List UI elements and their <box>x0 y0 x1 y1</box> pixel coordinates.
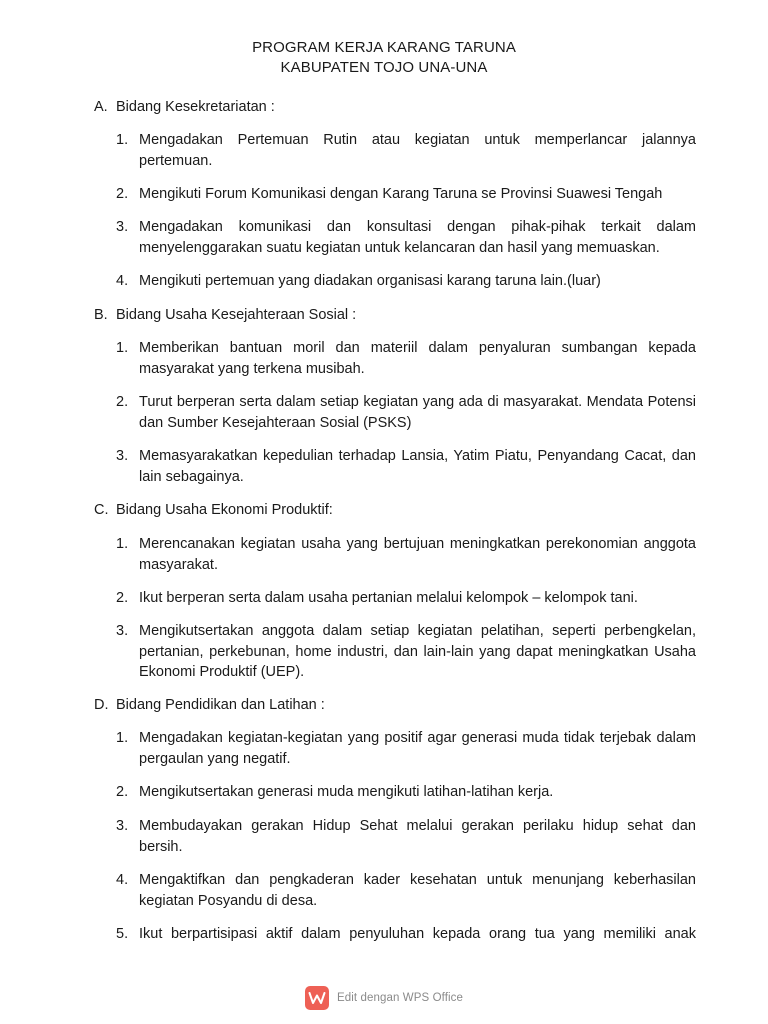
item-number: 4. <box>116 872 129 888</box>
item-number: 2. <box>116 784 129 800</box>
list-item <box>116 217 696 258</box>
wps-watermark-text[interactable]: Edit dengan WPS Office <box>337 992 463 1004</box>
item-number: 1. <box>116 536 129 552</box>
item-text: Mengadakan Pertemuan Rutin atau kegiatan untuk memperlancar jalannya pertemuan. <box>139 132 696 169</box>
item-text: Mengaktifkan dan pengkaderan kader kesehatan untuk menunjang keberhasilan kegiatan Posyandu di desa. <box>139 872 696 909</box>
section-title: Bidang Usaha Kesejahteraan Sosial : <box>116 307 357 323</box>
section-letter: C. <box>94 502 109 518</box>
item-number: 1. <box>116 730 129 746</box>
document-title-line2: KABUPATEN TOJO UNA-UNA <box>280 59 488 76</box>
item-number: 3. <box>116 818 129 834</box>
item-number: 2. <box>116 394 129 410</box>
item-text: Mengikutsertakan anggota dalam setiap kegiatan pelatihan, seperti perbengkelan, pertanian, perkebunan, home industri, dan lain-lain yang dapat meningkatkan Usaha Ekonomi Produktif (UEP). <box>139 623 696 680</box>
section-letter: B. <box>94 307 108 323</box>
item-number: 2. <box>116 186 129 202</box>
list-item <box>116 870 696 911</box>
item-text: Ikut berperan serta dalam usaha pertanian melalui kelompok – kelompok tani. <box>139 590 638 606</box>
list-item <box>116 446 696 487</box>
document-title-line1: PROGRAM KERJA KARANG TARUNA <box>252 39 516 56</box>
list-item <box>116 184 696 205</box>
list-item <box>116 924 696 945</box>
list-item <box>116 392 696 433</box>
item-text: Ikut berpartisipasi aktif dalam penyuluhan kepada orang tua yang memiliki anak <box>139 926 696 942</box>
section-letter: D. <box>94 697 109 713</box>
item-text: Mengadakan komunikasi dan konsultasi dengan pihak-pihak terkait dalam menyelenggarakan suatu kegiatan untuk kelancaran dan hasil yang memuaskan. <box>139 219 696 256</box>
item-text: Memasyarakatkan kepedulian terhadap Lansia, Yatim Piatu, Penyandang Cacat, dan lain sebagainya. <box>139 448 696 485</box>
item-number: 3. <box>116 623 129 639</box>
wps-w-glyph-icon <box>308 991 326 1005</box>
list-item <box>116 338 696 379</box>
item-number: 3. <box>116 219 129 235</box>
item-number: 5. <box>116 926 129 942</box>
item-text: Membudayakan gerakan Hidup Sehat melalui gerakan perilaku hidup sehat dan bersih. <box>139 818 696 855</box>
list-item <box>116 588 696 609</box>
item-text: Memberikan bantuan moril dan materiil dalam penyaluran sumbangan kepada masyarakat yang terkena musibah. <box>139 340 696 377</box>
wps-watermark-inner[interactable] <box>305 986 463 1010</box>
item-number: 1. <box>116 340 129 356</box>
section-heading-b <box>94 305 356 325</box>
section-heading-d <box>94 695 325 715</box>
item-number: 3. <box>116 448 129 464</box>
item-text: Turut berperan serta dalam setiap kegiatan yang ada di masyarakat. Mendata Potensi dan Sumber Kesejahteraan Sosial (PSKS) <box>139 394 696 431</box>
list-item <box>116 816 696 857</box>
list-item <box>116 621 696 683</box>
section-heading-c <box>94 500 333 520</box>
list-item <box>116 728 696 769</box>
list-item <box>116 534 696 575</box>
item-number: 2. <box>116 590 129 606</box>
section-title: Bidang Kesekretariatan : <box>116 99 275 115</box>
item-text: Mengikuti Forum Komunikasi dengan Karang Taruna se Provinsi Suawesi Tengah <box>139 186 663 202</box>
section-title: Bidang Usaha Ekonomi Produktif: <box>116 502 333 518</box>
section-heading-a <box>94 97 275 117</box>
wps-office-logo-icon <box>305 986 329 1010</box>
section-title: Bidang Pendidikan dan Latihan : <box>116 697 325 713</box>
item-text: Merencanakan kegiatan usaha yang bertujuan meningkatkan perekonomian anggota masyarakat. <box>139 536 696 573</box>
list-item <box>116 782 696 803</box>
section-letter: A. <box>94 99 108 115</box>
item-text: Mengadakan kegiatan-kegiatan yang positif agar generasi muda tidak terjebak dalam pergaulan yang negatif. <box>139 730 696 767</box>
item-number: 4. <box>116 273 129 289</box>
wps-watermark[interactable] <box>0 983 768 1013</box>
item-number: 1. <box>116 132 129 148</box>
item-text: Mengikutsertakan generasi muda mengikuti latihan-latihan kerja. <box>139 784 554 800</box>
item-text: Mengikuti pertemuan yang diadakan organisasi karang taruna lain.(luar) <box>139 273 601 289</box>
list-item <box>116 130 696 171</box>
list-item <box>116 271 696 292</box>
